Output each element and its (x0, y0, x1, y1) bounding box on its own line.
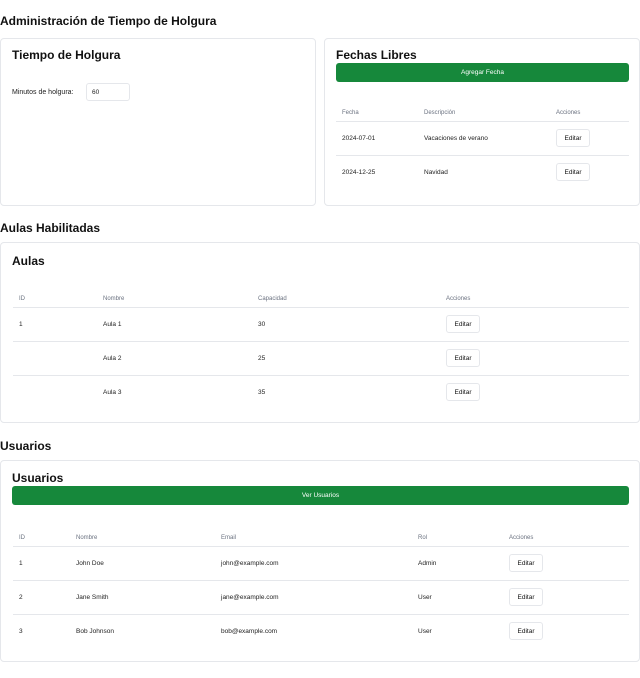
email-cell: jane@example.com (215, 580, 412, 614)
aulas-col-capacidad: Capacidad (258, 295, 287, 302)
edit-button[interactable]: Editar (446, 315, 480, 333)
nombre-cell: Aula 1 (97, 307, 252, 341)
email-cell: john@example.com (215, 546, 412, 580)
minutes-label: Minutos de holgura: (12, 89, 74, 96)
edit-button[interactable]: Editar (509, 554, 543, 572)
acciones-cell (550, 121, 629, 155)
id-cell: 1 (13, 546, 70, 580)
holgura-card-title: Tiempo de Holgura (12, 48, 121, 62)
usuarios-col-acciones: Acciones (509, 534, 534, 541)
usuarios-col-rol: Rol (418, 534, 428, 541)
table-row (13, 307, 629, 341)
aulas-header-row (13, 291, 629, 307)
aulas-card-title: Aulas (12, 254, 45, 268)
descripcion-cell: Navidad (418, 155, 550, 189)
view-users-button[interactable]: Ver Usuarios (12, 486, 629, 505)
aulas-card (0, 242, 640, 423)
rol-cell: Admin (412, 546, 503, 580)
descripcion-cell: Vacaciones de verano (418, 121, 550, 155)
table-row (13, 375, 629, 409)
usuarios-col-email: Email (221, 534, 237, 541)
acciones-cell (440, 341, 629, 375)
nombre-cell: John Doe (70, 546, 215, 580)
usuarios-section-title: Usuarios (0, 439, 52, 453)
usuarios-card-title: Usuarios (12, 471, 64, 485)
fechas-col-descripcion: Descripción (424, 109, 456, 116)
id-cell: 1 (13, 307, 97, 341)
capacidad-cell: 30 (252, 307, 440, 341)
fechas-col-fecha: Fecha (342, 109, 359, 116)
nombre-cell: Bob Johnson (70, 614, 215, 648)
acciones-cell (550, 155, 629, 189)
fechas-card-title: Fechas Libres (336, 48, 417, 62)
usuarios-col-nombre: Nombre (76, 534, 98, 541)
edit-button[interactable]: Editar (446, 349, 480, 367)
rol-cell: User (412, 580, 503, 614)
table-row (13, 580, 629, 614)
rol-cell: User (412, 614, 503, 648)
fecha-cell: 2024-12-25 (336, 155, 418, 189)
acciones-cell (503, 546, 629, 580)
add-date-button[interactable]: Agregar Fecha (336, 63, 629, 82)
edit-button[interactable]: Editar (446, 383, 480, 401)
id-cell: 3 (13, 614, 70, 648)
table-row (13, 546, 629, 580)
usuarios-col-id: ID (19, 534, 25, 541)
capacidad-cell: 25 (252, 341, 440, 375)
table-row (336, 155, 629, 189)
capacidad-cell: 35 (252, 375, 440, 409)
aulas-table (13, 291, 629, 409)
edit-button[interactable]: Editar (556, 129, 590, 147)
email-cell: bob@example.com (215, 614, 412, 648)
usuarios-card (0, 460, 640, 662)
aulas-col-nombre: Nombre (103, 295, 125, 302)
acciones-cell (503, 614, 629, 648)
id-cell (13, 341, 97, 375)
edit-button[interactable]: Editar (556, 163, 590, 181)
usuarios-header-row (13, 530, 629, 546)
table-row (336, 121, 629, 155)
id-cell: 2 (13, 580, 70, 614)
minutes-input[interactable] (86, 83, 130, 101)
nombre-cell: Aula 3 (97, 375, 252, 409)
id-cell (13, 375, 97, 409)
acciones-cell (440, 375, 629, 409)
table-row (13, 614, 629, 648)
acciones-cell (503, 580, 629, 614)
aulas-col-acciones: Acciones (446, 295, 471, 302)
aulas-section-title: Aulas Habilitadas (0, 221, 101, 235)
holgura-card (0, 38, 316, 206)
fecha-cell: 2024-07-01 (336, 121, 418, 155)
fechas-col-acciones: Acciones (556, 109, 581, 116)
page-title: Administración de Tiempo de Holgura (0, 14, 217, 28)
edit-button[interactable]: Editar (509, 622, 543, 640)
usuarios-table (13, 530, 629, 648)
fechas-card (324, 38, 640, 206)
edit-button[interactable]: Editar (509, 588, 543, 606)
fechas-header-row (336, 105, 629, 121)
nombre-cell: Aula 2 (97, 341, 252, 375)
aulas-col-id: ID (19, 295, 25, 302)
nombre-cell: Jane Smith (70, 580, 215, 614)
table-row (13, 341, 629, 375)
fechas-table (336, 105, 629, 189)
acciones-cell (440, 307, 629, 341)
